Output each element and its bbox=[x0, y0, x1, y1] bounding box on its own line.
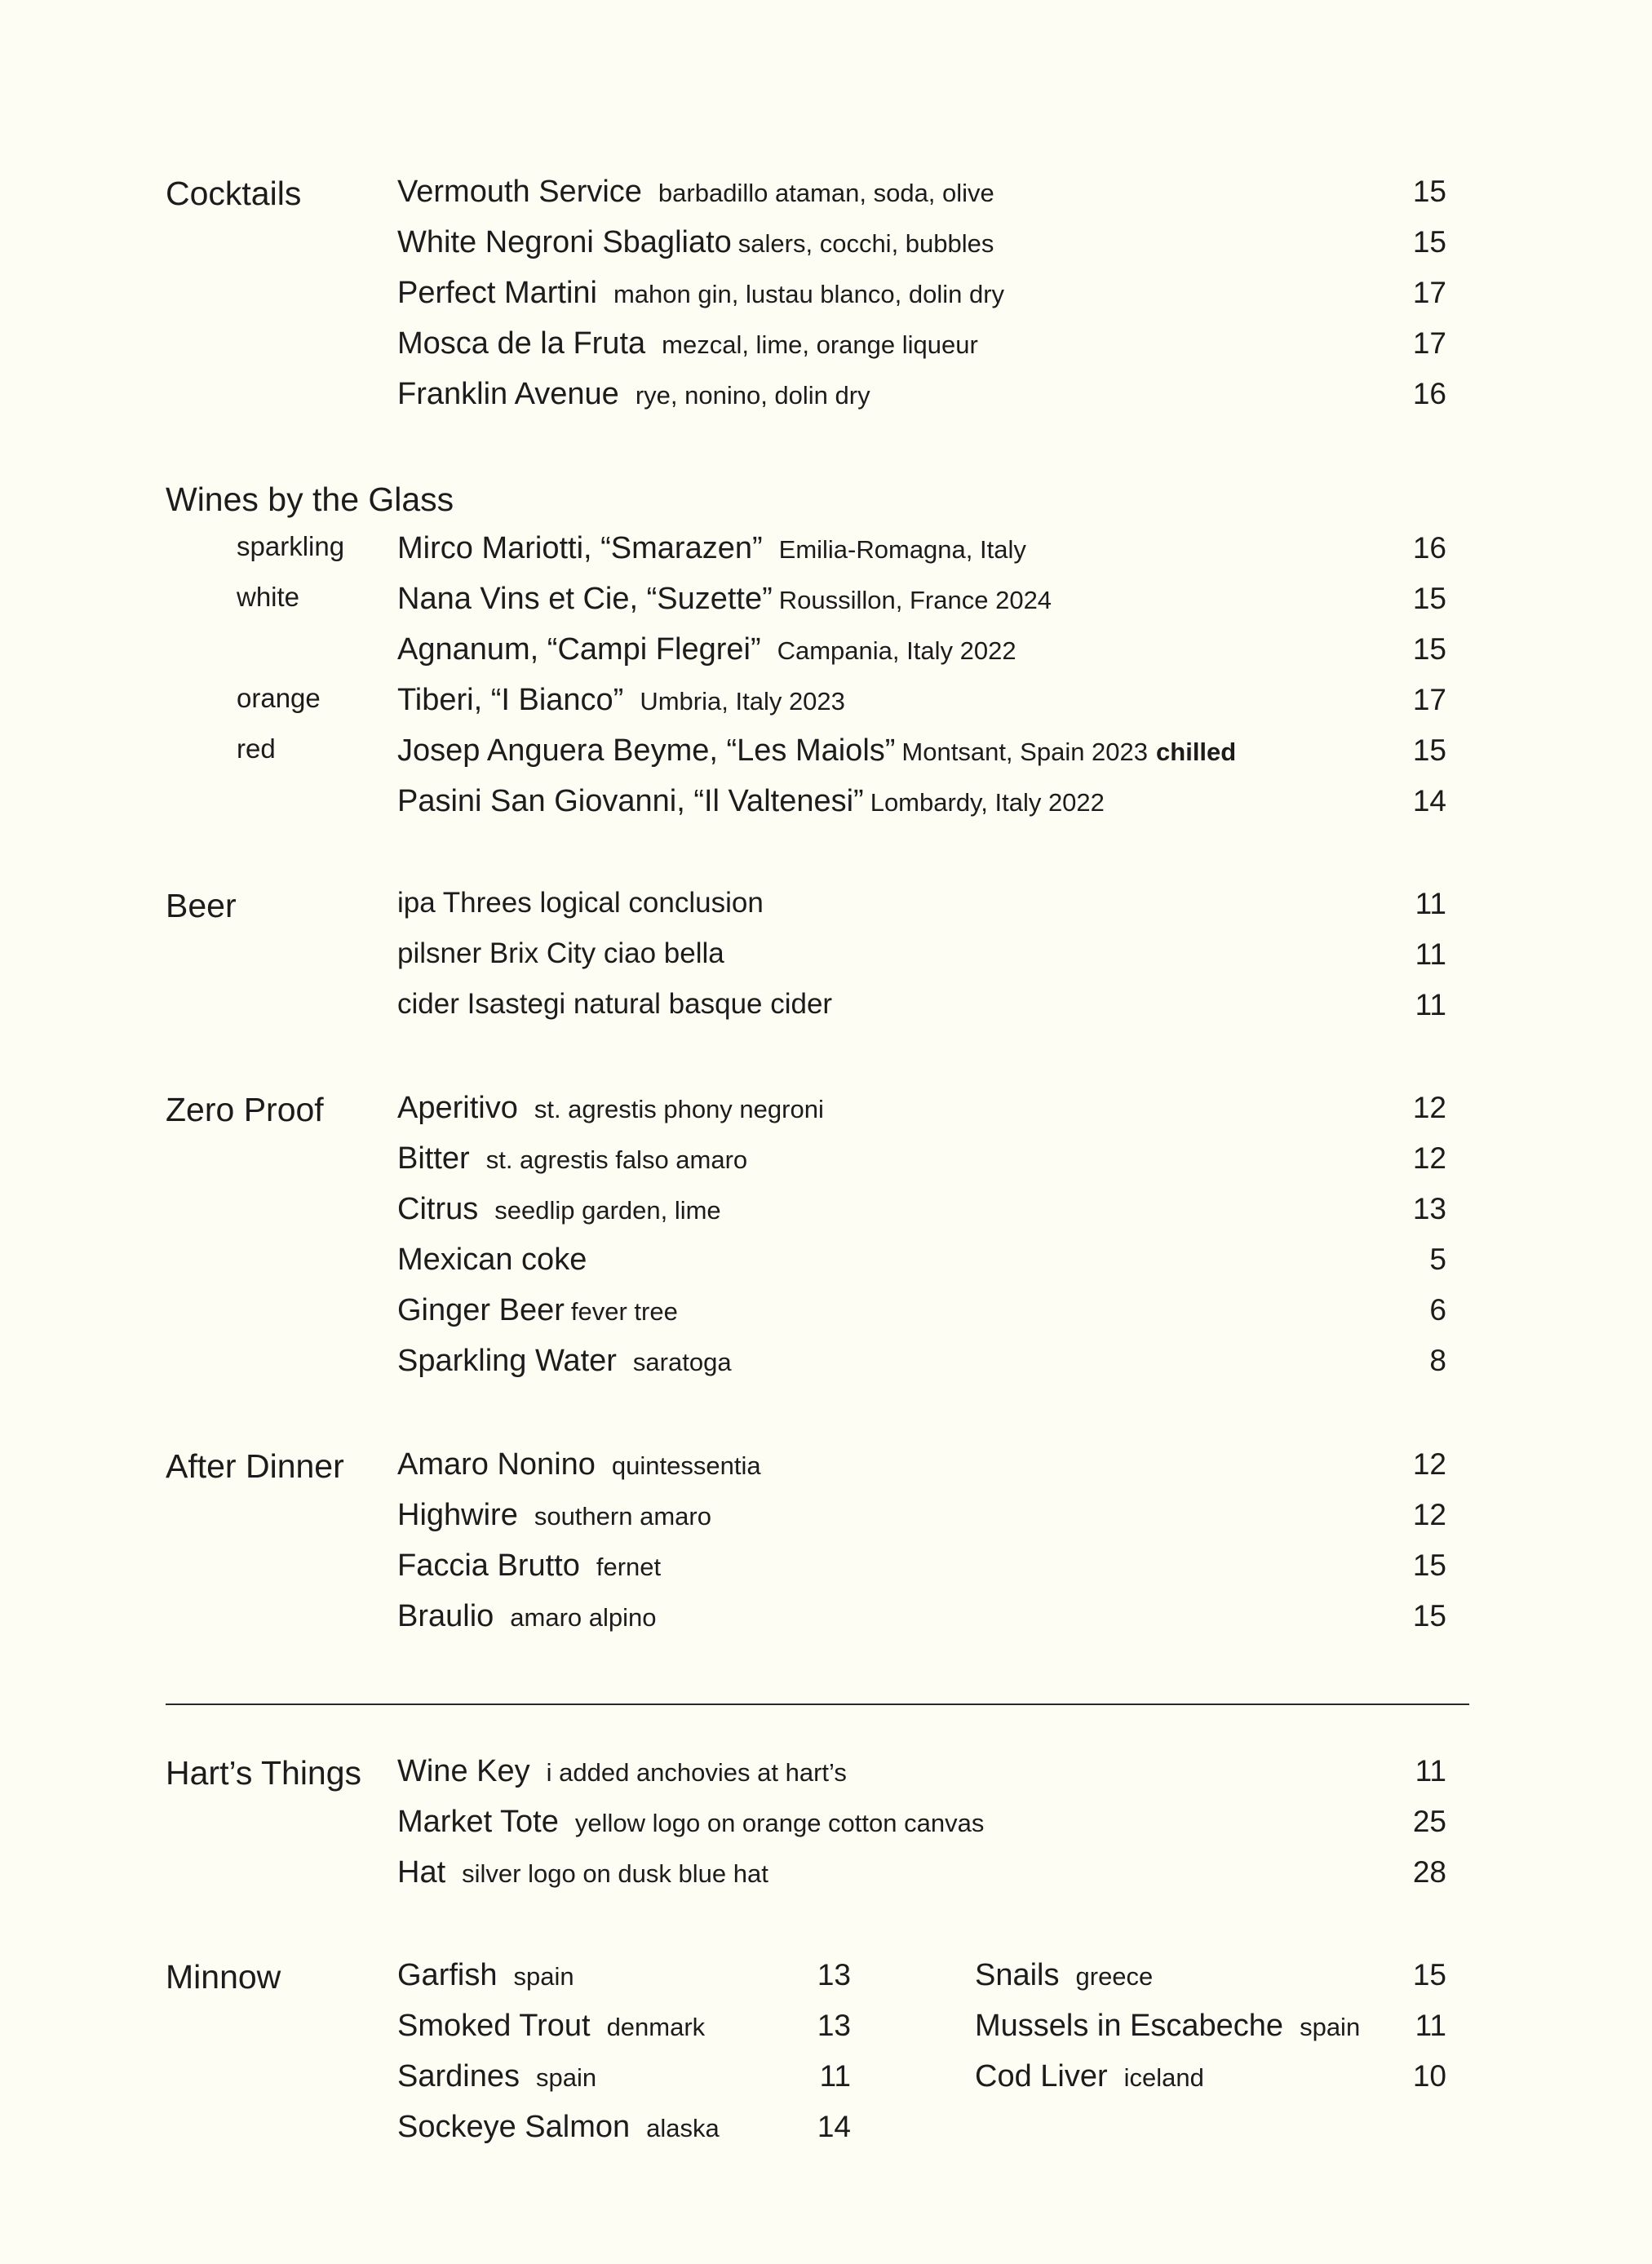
item-name: Faccia Brutto bbox=[397, 1548, 580, 1583]
item-name: Highwire bbox=[397, 1498, 518, 1532]
item-desc: spain bbox=[1300, 2013, 1361, 2041]
item-desc: spain bbox=[535, 2063, 597, 2092]
item-price: 15 bbox=[1412, 733, 1446, 767]
minnow-row bbox=[0, 2059, 1652, 2110]
item-desc: denmark bbox=[606, 2013, 706, 2041]
wine-category: white bbox=[237, 582, 300, 612]
after-dinner-row bbox=[0, 1498, 1652, 1548]
item-desc: st. agrestis phony negroni bbox=[534, 1095, 824, 1123]
item-price: 12 bbox=[1412, 1141, 1446, 1175]
item-price: 13 bbox=[1412, 1192, 1446, 1225]
item-price: 12 bbox=[1412, 1091, 1446, 1124]
cocktails-row bbox=[0, 225, 1652, 276]
item-price: 16 bbox=[1412, 377, 1446, 410]
item-price: 10 bbox=[1412, 2059, 1446, 2093]
zero-proof-row bbox=[0, 1192, 1652, 1243]
item-price: 25 bbox=[1412, 1805, 1446, 1838]
item-desc: Roussillon, France 2024 bbox=[778, 586, 1052, 614]
section-title-wines: Wines by the Glass bbox=[166, 481, 454, 518]
beer-item: pilsner Brix City ciao bella bbox=[397, 937, 724, 969]
item-name: Perfect Martini bbox=[397, 276, 597, 310]
cocktails-row bbox=[0, 377, 1652, 428]
harts-things-row bbox=[0, 1754, 1652, 1805]
item-desc: greece bbox=[1075, 1962, 1154, 1991]
item-price: 16 bbox=[1412, 531, 1446, 565]
item-price: 15 bbox=[1412, 1958, 1446, 1992]
item-name: Josep Anguera Beyme, “Les Maiols” bbox=[397, 733, 896, 768]
section-title-after-dinner: After Dinner bbox=[166, 1447, 344, 1485]
item-price: 15 bbox=[1412, 1548, 1446, 1582]
harts-things-row bbox=[0, 1805, 1652, 1855]
item-name: Nana Vins et Cie, “Suzette” bbox=[397, 582, 773, 616]
harts-things-row bbox=[0, 1855, 1652, 1906]
item-price: 15 bbox=[1412, 1599, 1446, 1633]
beer-row bbox=[0, 988, 1652, 1039]
item-price: 12 bbox=[1412, 1447, 1446, 1481]
zero-proof-row bbox=[0, 1344, 1652, 1394]
wine-category: sparkling bbox=[237, 531, 345, 561]
item-name: Garfish bbox=[397, 1958, 498, 1992]
item-price: 15 bbox=[1412, 582, 1446, 615]
item-desc: i added anchovies at hart’s bbox=[546, 1758, 847, 1787]
item-price: 13 bbox=[817, 2009, 851, 2042]
item-price: 11 bbox=[1415, 937, 1446, 971]
item-desc: st. agrestis falso amaro bbox=[485, 1145, 748, 1174]
item-desc: fernet bbox=[596, 1553, 662, 1581]
item-price: 13 bbox=[817, 1958, 851, 1992]
item-price: 17 bbox=[1412, 276, 1446, 309]
cocktails-row bbox=[0, 326, 1652, 377]
item-name: Snails bbox=[975, 1958, 1060, 1992]
item-name: Braulio bbox=[397, 1599, 494, 1633]
item-desc: saratoga bbox=[632, 1348, 732, 1376]
item-price: 5 bbox=[1429, 1243, 1446, 1276]
zero-proof-row bbox=[0, 1091, 1652, 1141]
wine-category: orange bbox=[237, 683, 321, 713]
item-price: 15 bbox=[1412, 175, 1446, 208]
item-name: Ginger Beer bbox=[397, 1293, 565, 1327]
item-desc: fever tree bbox=[570, 1297, 678, 1326]
item-desc: quintessentia bbox=[611, 1451, 761, 1480]
wine-row bbox=[0, 683, 1652, 733]
wine-row bbox=[0, 733, 1652, 784]
minnow-row bbox=[0, 1958, 1652, 2009]
item-desc: rye, nonino, dolin dry bbox=[635, 381, 870, 410]
item-price: 17 bbox=[1412, 326, 1446, 360]
item-name: Mosca de la Fruta bbox=[397, 326, 646, 361]
wine-category: red bbox=[237, 733, 276, 764]
item-name: Pasini San Giovanni, “Il Valtenesi” bbox=[397, 784, 864, 818]
item-price: 11 bbox=[1415, 1754, 1446, 1788]
item-price: 12 bbox=[1412, 1498, 1446, 1531]
item-name: Cod Liver bbox=[975, 2059, 1108, 2093]
item-name: Citrus bbox=[397, 1192, 479, 1226]
wine-row bbox=[0, 531, 1652, 582]
item-desc: silver logo on dusk blue hat bbox=[462, 1859, 768, 1888]
item-desc: Lombardy, Italy 2022 bbox=[870, 788, 1105, 817]
item-name: Hat bbox=[397, 1855, 446, 1890]
item-name: Smoked Trout bbox=[397, 2009, 591, 2043]
item-desc: spain bbox=[513, 1962, 574, 1991]
item-name: Franklin Avenue bbox=[397, 377, 619, 411]
wine-row bbox=[0, 784, 1652, 835]
cocktails-row bbox=[0, 175, 1652, 225]
item-price: 14 bbox=[817, 2110, 851, 2143]
minnow-row bbox=[0, 2110, 1652, 2160]
section-title-zero-proof: Zero Proof bbox=[166, 1091, 324, 1128]
item-price: 11 bbox=[1415, 887, 1446, 920]
item-price: 14 bbox=[1412, 784, 1446, 817]
section-divider bbox=[166, 1704, 1469, 1705]
wines-title-row bbox=[0, 481, 1652, 531]
section-title-beer: Beer bbox=[166, 887, 237, 924]
item-price: 11 bbox=[1415, 988, 1446, 1021]
item-name: Tiberi, “I Bianco” bbox=[397, 683, 624, 717]
item-name: White Negroni Sbagliato bbox=[397, 225, 732, 259]
section-title-minnow: Minnow bbox=[166, 1958, 281, 1996]
item-desc: barbadillo ataman, soda, olive bbox=[658, 179, 994, 207]
item-note: chilled bbox=[1156, 738, 1237, 766]
item-name: Agnanum, “Campi Flegrei” bbox=[397, 632, 761, 667]
item-desc: mahon gin, lustau blanco, dolin dry bbox=[613, 280, 1005, 308]
item-price: 11 bbox=[819, 2059, 851, 2093]
after-dinner-row bbox=[0, 1599, 1652, 1650]
item-desc: Umbria, Italy 2023 bbox=[640, 687, 845, 716]
item-desc: alaska bbox=[646, 2114, 720, 2142]
minnow-row bbox=[0, 2009, 1652, 2059]
item-desc: amaro alpino bbox=[510, 1603, 657, 1632]
item-desc: mezcal, lime, orange liqueur bbox=[662, 330, 978, 359]
item-name: Mirco Mariotti, “Smarazen” bbox=[397, 531, 763, 565]
item-price: 15 bbox=[1412, 225, 1446, 259]
item-desc: yellow logo on orange cotton canvas bbox=[574, 1809, 985, 1837]
zero-proof-row bbox=[0, 1141, 1652, 1192]
item-desc: southern amaro bbox=[534, 1502, 711, 1531]
item-name: Amaro Nonino bbox=[397, 1447, 596, 1482]
item-desc: salers, cocchi, bubbles bbox=[737, 229, 994, 258]
cocktails-row bbox=[0, 276, 1652, 326]
item-desc: iceland bbox=[1123, 2063, 1204, 2092]
item-price: 8 bbox=[1429, 1344, 1446, 1377]
item-name: Market Tote bbox=[397, 1805, 559, 1839]
beer-row bbox=[0, 937, 1652, 988]
item-desc: seedlip garden, lime bbox=[494, 1196, 721, 1225]
item-name: Mussels in Escabeche bbox=[975, 2009, 1284, 2043]
section-title-cocktails: Cocktails bbox=[166, 175, 302, 212]
item-name: Wine Key bbox=[397, 1754, 530, 1788]
item-desc: Campania, Italy 2022 bbox=[777, 636, 1016, 665]
wine-row bbox=[0, 582, 1652, 632]
item-price: 17 bbox=[1412, 683, 1446, 716]
item-name: Sparkling Water bbox=[397, 1344, 617, 1378]
item-name: Sardines bbox=[397, 2059, 520, 2093]
wine-row bbox=[0, 632, 1652, 683]
item-price: 11 bbox=[1415, 2009, 1446, 2042]
item-desc: Montsant, Spain 2023 bbox=[901, 738, 1149, 766]
beer-row bbox=[0, 887, 1652, 937]
after-dinner-row bbox=[0, 1447, 1652, 1498]
beer-item: cider Isastegi natural basque cider bbox=[397, 988, 833, 1020]
item-name: Sockeye Salmon bbox=[397, 2110, 631, 2144]
item-desc: Emilia-Romagna, Italy bbox=[778, 535, 1026, 564]
item-price: 6 bbox=[1429, 1293, 1446, 1327]
item-name: Bitter bbox=[397, 1141, 470, 1176]
section-title-harts-things: Hart’s Things bbox=[166, 1754, 362, 1792]
after-dinner-row bbox=[0, 1548, 1652, 1599]
item-name: Vermouth Service bbox=[397, 175, 642, 209]
zero-proof-row bbox=[0, 1293, 1652, 1344]
beer-item: ipa Threes logical conclusion bbox=[397, 887, 764, 919]
item-price: 15 bbox=[1412, 632, 1446, 666]
item-name: Mexican coke bbox=[397, 1243, 587, 1277]
item-price: 28 bbox=[1412, 1855, 1446, 1889]
item-name: Aperitivo bbox=[397, 1091, 518, 1125]
zero-proof-row bbox=[0, 1243, 1652, 1293]
